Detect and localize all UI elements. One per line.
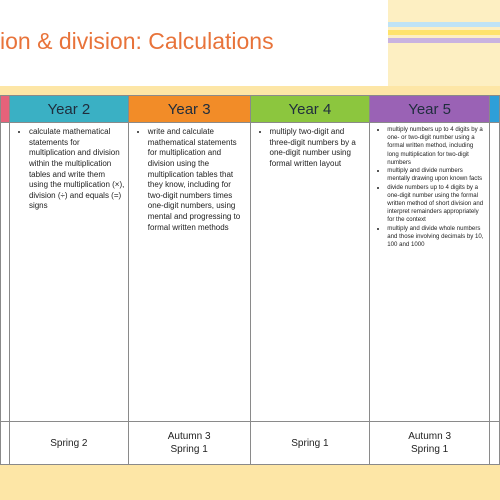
year-3-term <box>128 422 250 465</box>
year-2-objectives <box>9 123 128 422</box>
term-label: Autumn 3 <box>408 431 452 442</box>
year-6-objectives <box>489 123 499 422</box>
term-label: Spring 2 <box>50 437 88 449</box>
year-3-objectives <box>128 123 250 422</box>
year-6-header <box>489 96 499 123</box>
year-4-term <box>250 422 370 465</box>
year-2-header: Year 2 <box>9 96 128 123</box>
year-1-objectives <box>1 123 10 422</box>
year-6-term <box>489 422 499 465</box>
objective-item: • multiply two-digit and three-digit numbers by a one-digit number using formal written layout <box>270 127 367 170</box>
decorative-stripe-blue <box>388 22 500 27</box>
title-band <box>0 0 500 86</box>
year-4-objectives <box>250 123 370 422</box>
term-label: Spring 1 <box>410 444 449 455</box>
year-3-header: Year 3 <box>128 96 250 123</box>
year-5-term <box>370 422 490 465</box>
objective-item: • divide numbers up to 4 digits by a one-digit number using the formal written method of short division and interpret remainders appropriately for the context <box>387 184 486 225</box>
year-2-term <box>9 422 128 465</box>
term-label: Spring 1 <box>291 437 329 449</box>
year-1-header <box>1 96 10 123</box>
objectives-row <box>1 123 500 422</box>
term-row <box>1 422 500 465</box>
curriculum-table <box>0 95 500 465</box>
year-header-row <box>1 96 500 123</box>
decorative-stripe-yellow <box>388 30 500 35</box>
objective-item: • multiply numbers up to 4 digits by a one- or two-digit number using a formal written method, including long multiplication for two-digit numbers <box>387 126 486 167</box>
year-1-term <box>1 422 10 465</box>
decorative-stripe-purple <box>388 38 500 43</box>
term-label: Autumn 3 <box>167 431 211 442</box>
year-5-objectives <box>370 123 490 422</box>
objective-item: • write and calculate mathematical statements for multiplication and division using the multiplication tables that they know, including for two-digit numbers times one-digit numbers, using mental and progressing to formal written methods <box>148 127 247 233</box>
objective-item: • multiply and divide numbers mentally drawing upon known facts <box>387 167 486 183</box>
objective-item: • calculate mathematical statements for multiplication and division within the multiplication tables and write them using the multiplication (×), division (÷) and equals (=) signs <box>29 127 125 212</box>
year-5-header: Year 5 <box>370 96 490 123</box>
year-4-header: Year 4 <box>250 96 370 123</box>
term-label: Spring 1 <box>170 444 208 455</box>
page-title: ion & division: Calculations <box>0 28 274 54</box>
objective-item: • multiply and divide whole numbers and those involving decimals by 10, 100 and 1000 <box>387 225 486 250</box>
